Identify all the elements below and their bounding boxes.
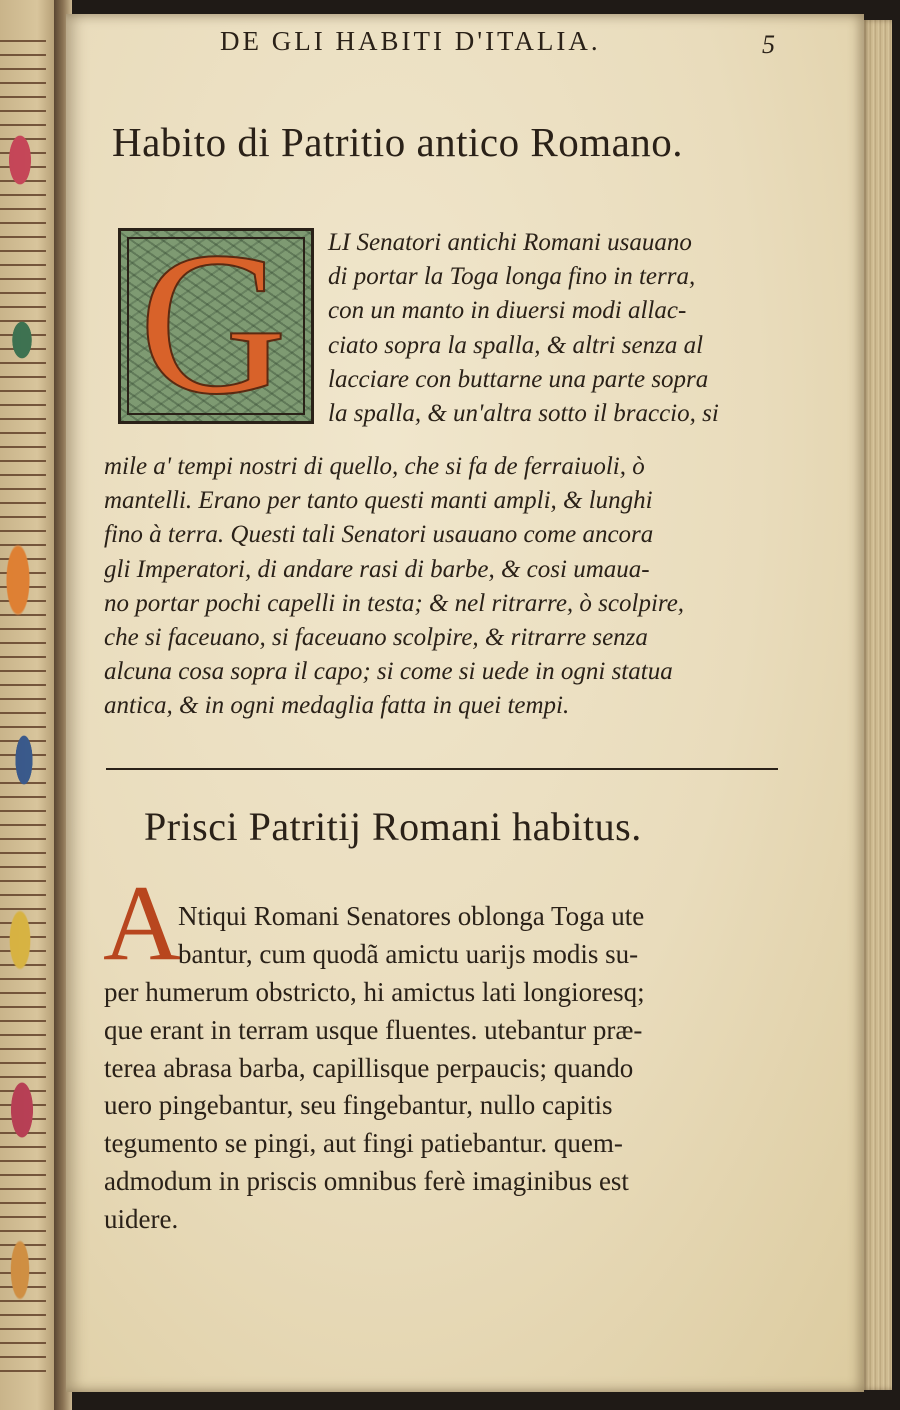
text-line: admodum in priscis omnibus ferè imaginibus est xyxy=(104,1165,629,1196)
text-line: tegumento se pingi, aut fingi patiebantur. quem- xyxy=(104,1128,623,1159)
text-line: mantelli. Erano per tanto questi manti ampli, & lunghi xyxy=(104,487,653,515)
text-line: terea abrasa barba, capillisque perpaucis; quando xyxy=(104,1052,634,1083)
text-line: mile a' tempi nostri di quello, che si fa de ferraiuoli, ò xyxy=(104,453,645,480)
initial-letter-a: A xyxy=(103,864,181,983)
italian-paragraph-continued xyxy=(104,450,684,724)
text-line: no portar pochi capelli in testa; & nel ritrarre, ò scolpire, xyxy=(104,589,685,617)
text-line: fino à terra. Questi tali Senatori usauano come ancora xyxy=(104,521,654,549)
text-line: di portar la Toga longa fino in terra, xyxy=(328,263,696,291)
page-stack-edge xyxy=(862,20,892,1390)
text-line: que erant in terram usque fluentes. utebantur præ- xyxy=(104,1014,643,1045)
italian-heading: Habito di Patritio antico Romano. xyxy=(112,119,684,165)
text-line: per humerum obstricto, hi amictus lati longioresq; xyxy=(104,977,645,1007)
text-line: che si faceuano, si faceuano scolpire, & ritrarre senza xyxy=(104,624,648,652)
previous-page-edge xyxy=(0,0,62,1410)
text-line: LI Senatori antichi Romani usauano xyxy=(328,229,692,256)
text-line: uero pingebantur, seu fingebantur, nullo capitis xyxy=(104,1090,613,1121)
text-line: antica, & in ogni medaglia fatta in quei tempi. xyxy=(104,692,570,720)
text-line: ciato sopra la spalla, & altri senza al xyxy=(328,331,704,359)
section-divider xyxy=(106,768,778,770)
colored-illustration-fragment xyxy=(0,40,46,1380)
italian-paragraph-beside-initial xyxy=(328,226,719,431)
text-line: uidere. xyxy=(104,1203,179,1234)
page-number: 5 xyxy=(762,30,775,59)
latin-paragraph-continued xyxy=(104,974,645,1239)
initial-letter: G xyxy=(139,228,288,424)
text-line: bantur, cum quodã amictu uarijs modis su- xyxy=(178,938,639,969)
text-line: Ntiqui Romani Senatores oblonga Toga ute xyxy=(178,901,645,931)
text-line: alcuna cosa sopra il capo; si come si uede in ogni statua xyxy=(104,658,673,686)
decorated-initial-g xyxy=(118,228,314,424)
running-head: DE GLI HABITI D'ITALIA. xyxy=(220,26,601,56)
text-line: lacciare con buttarne una parte sopra xyxy=(328,365,709,393)
latin-heading: Prisci Patritij Romani habitus. xyxy=(144,804,642,849)
latin-paragraph-beside-initial xyxy=(178,898,644,974)
text-line: gli Imperatori, di andare rasi di barbe, & cosi umaua- xyxy=(104,555,650,583)
text-line: con un manto in diuersi modi allac- xyxy=(328,297,687,325)
text-line: la spalla, & un'altra sotto il braccio, si xyxy=(328,400,719,428)
